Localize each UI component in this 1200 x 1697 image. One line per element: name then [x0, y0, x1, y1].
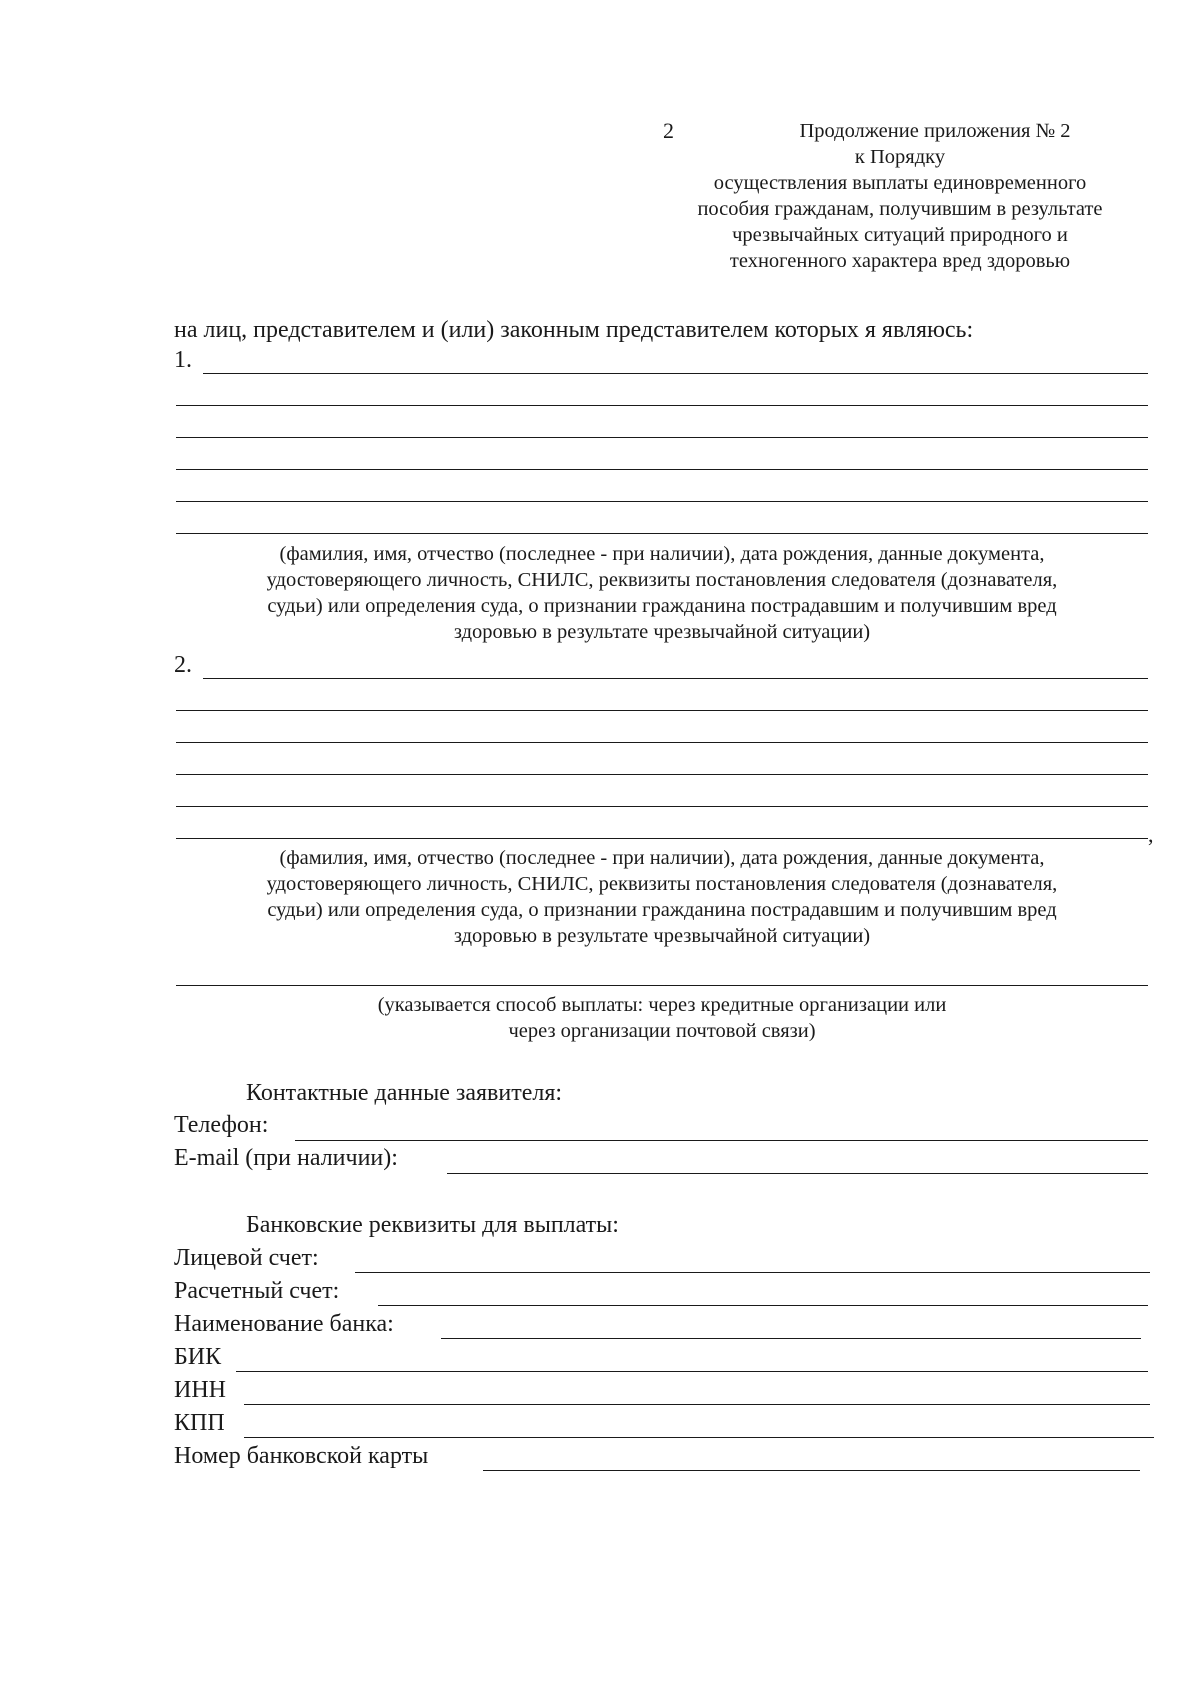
intro-text: на лиц, представителем и (или) законным представителем которых я являюсь: — [174, 317, 974, 343]
person-2-field-line-2[interactable] — [176, 710, 1148, 711]
header-line-2: к Порядку — [854, 146, 946, 168]
person-2-field-line-3[interactable] — [176, 742, 1148, 743]
person-1-field-line-5[interactable] — [176, 501, 1148, 502]
person-1-caption — [176, 541, 1148, 645]
person-2-field-line-1[interactable] — [203, 678, 1148, 679]
card-number-label: Номер банковской карты — [174, 1443, 429, 1469]
person-2-caption-line-1: (фамилия, имя, отчество (последнее - при наличии), дата рождения, данные документа, — [279, 847, 1045, 869]
person-1-field-line-2[interactable] — [176, 405, 1148, 406]
person-1-field-line-4[interactable] — [176, 469, 1148, 470]
person-2-field-line-6[interactable] — [176, 838, 1148, 839]
contacts-title: Контактные данные заявителя: — [246, 1080, 563, 1106]
kpp-label: КПП — [174, 1410, 225, 1436]
header-line-1: Продолжение приложения № 2 — [799, 120, 1071, 142]
card-number-field-line[interactable] — [483, 1470, 1140, 1471]
person-1-caption-line-2: удостоверяющего личность, СНИЛС, реквизиты постановления следователя (дознавателя, — [266, 569, 1058, 591]
kpp-field-line[interactable] — [244, 1437, 1154, 1438]
payment-method-caption-line-2: через организации почтовой связи) — [508, 1020, 816, 1042]
person-1-caption-line-4: здоровью в результате чрезвычайной ситуации) — [453, 621, 871, 643]
person-2-trailing-comma: , — [1148, 822, 1154, 847]
header-line-4: пособия гражданам, получившим в результате — [697, 198, 1103, 220]
appendix-header — [640, 118, 1160, 274]
header-line-5: чрезвычайных ситуаций природного и — [732, 224, 1068, 246]
bank-title: Банковские реквизиты для выплаты: — [246, 1212, 619, 1238]
account-field-line[interactable] — [355, 1272, 1150, 1273]
person-1-caption-line-1: (фамилия, имя, отчество (последнее - при наличии), дата рождения, данные документа, — [279, 543, 1045, 565]
payment-method-caption — [176, 992, 1148, 1044]
person-1-field-line-3[interactable] — [176, 437, 1148, 438]
settlement-account-field-line[interactable] — [378, 1305, 1148, 1306]
person-2-field-line-5[interactable] — [176, 806, 1148, 807]
bik-field-line[interactable] — [236, 1371, 1148, 1372]
person-1-field-line-6[interactable] — [176, 533, 1148, 534]
person-2-number: 2. — [174, 652, 192, 678]
page-number: 2 — [663, 118, 674, 143]
header-line-3: осуществления выплаты единовременного — [713, 172, 1087, 194]
settlement-account-label: Расчетный счет: — [174, 1278, 340, 1304]
payment-method-caption-line-1: (указывается способ выплаты: через кредитные организации или — [377, 994, 947, 1016]
inn-field-line[interactable] — [244, 1404, 1150, 1405]
phone-field-line[interactable] — [295, 1140, 1148, 1141]
person-2-caption-line-3: судьи) или определения суда, о признании гражданина пострадавшим и получившим вред — [267, 899, 1057, 921]
person-2-caption-line-2: удостоверяющего личность, СНИЛС, реквизиты постановления следователя (дознавателя, — [266, 873, 1058, 895]
person-1-caption-line-3: судьи) или определения суда, о признании гражданина пострадавшим и получившим вред — [267, 595, 1057, 617]
email-label: E-mail (при наличии): — [174, 1145, 398, 1171]
person-2-caption — [176, 845, 1148, 949]
bank-name-label: Наименование банка: — [174, 1311, 394, 1337]
bik-label: БИК — [174, 1344, 222, 1370]
email-field-line[interactable] — [447, 1173, 1148, 1174]
payment-method-field-line[interactable] — [176, 985, 1148, 986]
person-2-field-line-4[interactable] — [176, 774, 1148, 775]
person-2-caption-line-4: здоровью в результате чрезвычайной ситуации) — [453, 925, 871, 947]
person-1-number: 1. — [174, 347, 192, 373]
person-1-field-line-1[interactable] — [203, 373, 1148, 374]
bank-name-field-line[interactable] — [441, 1338, 1141, 1339]
inn-label: ИНН — [174, 1377, 226, 1403]
account-label: Лицевой счет: — [174, 1245, 319, 1271]
header-line-6: техногенного характера вред здоровью — [729, 250, 1071, 272]
phone-label: Телефон: — [174, 1112, 269, 1138]
